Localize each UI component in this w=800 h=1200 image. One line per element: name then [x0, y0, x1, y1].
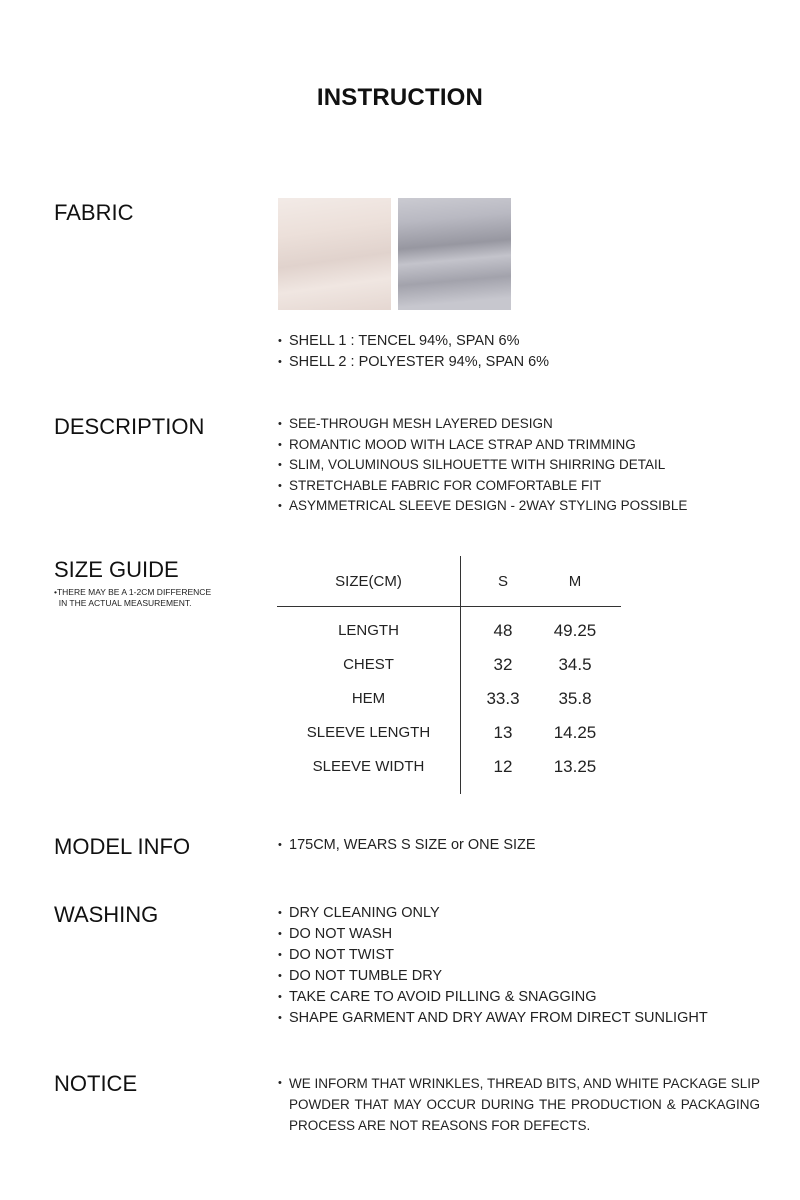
- list-item: • TAKE CARE TO AVOID PILLING & SNAGGING: [278, 987, 708, 1008]
- table-cell: 33.3: [486, 689, 520, 708]
- fabric-label: FABRIC: [54, 200, 134, 225]
- table-cell: 12: [493, 757, 513, 776]
- table-cell: 49.25: [553, 621, 597, 640]
- list-item: • ASYMMETRICAL SLEEVE DESIGN - 2WAY STYLING POSSIBLE: [278, 496, 687, 517]
- table-divider-vertical: [460, 556, 461, 794]
- notice-label: NOTICE: [54, 1071, 138, 1096]
- table-cell: 13: [493, 723, 513, 742]
- list-item: • SHELL 1 : TENCEL 94%, SPAN 6%: [278, 331, 549, 352]
- notice-text: • WE INFORM THAT WRINKLES, THREAD BITS, AND WHITE PACKAGE SLIP POWDER THAT MAY OCCUR DURING THE PRODUCTION & PACKAGING PROCESS ARE NOT REASONS FOR DEFECTS.: [278, 1073, 760, 1136]
- model-info-label: MODEL INFO: [54, 834, 191, 859]
- list-item: • DRY CLEANING ONLY: [278, 903, 708, 924]
- notice-list: [278, 1073, 760, 1136]
- washing-label: WASHING: [54, 902, 159, 927]
- shell-2-swatch: [398, 198, 511, 310]
- table-cell: 32: [493, 655, 513, 674]
- table-header: SIZE(CM): [335, 573, 402, 590]
- size-note-line: •THERE MAY BE A 1-2CM DIFFERENCE: [54, 587, 212, 597]
- table-cell: 48: [493, 621, 513, 640]
- model-info-list: [278, 835, 536, 856]
- size-note: [54, 587, 211, 609]
- table-divider-horizontal: [277, 606, 621, 607]
- size-table: [277, 556, 621, 794]
- washing-list: [278, 903, 708, 1029]
- list-item: • SHAPE GARMENT AND DRY AWAY FROM DIRECT SUNLIGHT: [278, 1008, 708, 1029]
- page-title: INSTRUCTION: [316, 84, 484, 111]
- table-cell: HEM: [351, 690, 386, 707]
- list-item: • SLIM, VOLUMINOUS SILHOUETTE WITH SHIRRING DETAIL: [278, 455, 687, 476]
- table-cell: LENGTH: [338, 622, 399, 639]
- description-list: [278, 414, 687, 517]
- fabric-list: [278, 331, 549, 373]
- table-cell: SLEEVE WIDTH: [312, 758, 425, 775]
- list-item: • STRETCHABLE FABRIC FOR COMFORTABLE FIT: [278, 476, 687, 497]
- table-cell: 34.5: [558, 655, 592, 674]
- table-header: M: [568, 573, 582, 590]
- size-note-line: IN THE ACTUAL MEASUREMENT.: [54, 598, 192, 608]
- table-cell: CHEST: [343, 656, 394, 673]
- size-guide-label: SIZE GUIDE: [54, 557, 179, 582]
- table-cell: 13.25: [553, 757, 597, 776]
- shell-1-swatch: [278, 198, 391, 310]
- table-cell: SLEEVE LENGTH: [306, 724, 431, 741]
- list-item: • DO NOT WASH: [278, 924, 708, 945]
- list-item: • DO NOT TUMBLE DRY: [278, 966, 708, 987]
- list-item: • DO NOT TWIST: [278, 945, 708, 966]
- table-header: S: [497, 573, 508, 590]
- list-item: • SEE-THROUGH MESH LAYERED DESIGN: [278, 414, 687, 435]
- list-item: • 175CM, WEARS S SIZE or ONE SIZE: [278, 835, 536, 856]
- table-cell: 35.8: [558, 689, 592, 708]
- description-label: DESCRIPTION: [54, 414, 205, 439]
- list-item: • ROMANTIC MOOD WITH LACE STRAP AND TRIMMING: [278, 435, 687, 456]
- table-cell: 14.25: [553, 723, 597, 742]
- list-item: • SHELL 2 : POLYESTER 94%, SPAN 6%: [278, 352, 549, 373]
